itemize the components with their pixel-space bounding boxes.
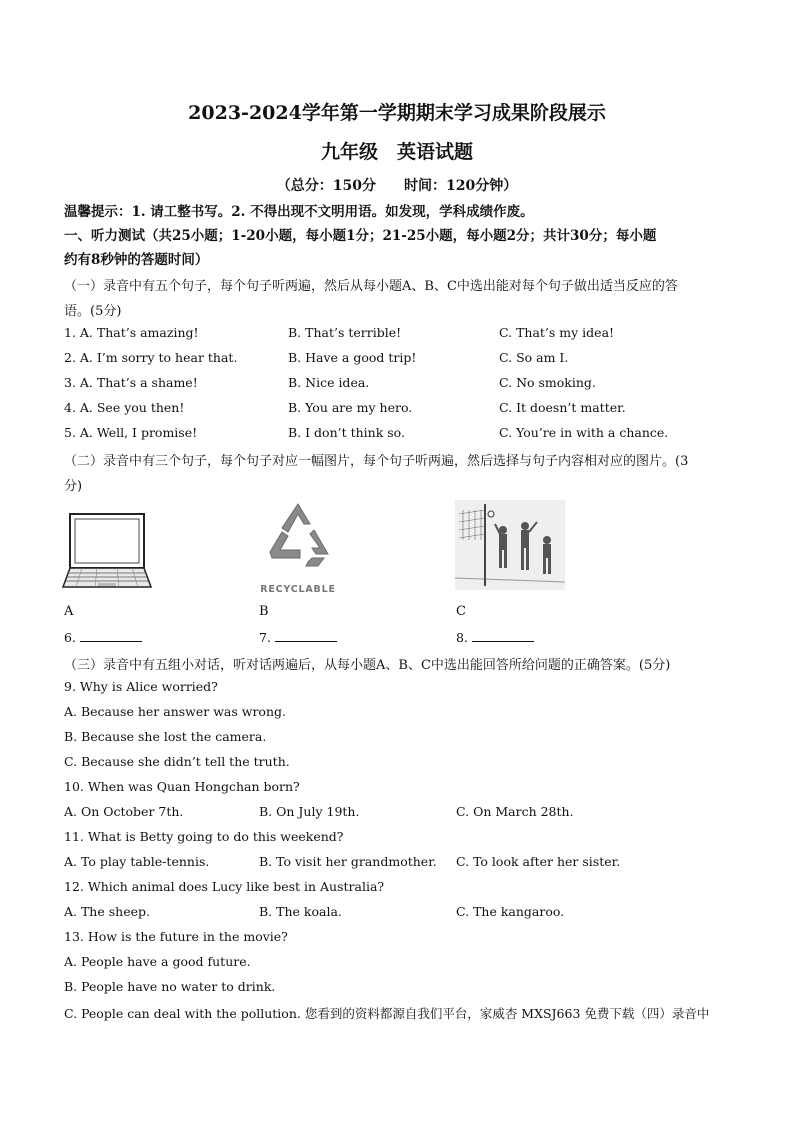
part1-instr-line2: 语。(5分) — [64, 304, 122, 319]
section1-title-line1: 一、听力测试（共25小题；1-20小题，每小题1分；21-25小题，每小题2分；共计30分；每小题 — [64, 228, 657, 244]
q1-option-b: B. That’s terrible! — [288, 325, 402, 340]
q11-option-b: B. To visit her grandmother. — [259, 854, 437, 869]
q4-option-c: C. It doesn’t matter. — [499, 400, 626, 415]
laptop-icon — [62, 510, 152, 592]
q1-option-a: 1. A. That’s amazing! — [64, 325, 199, 340]
q5-option-b: B. I don’t think so. — [288, 425, 405, 440]
q12-option-a: A. The sheep. — [64, 904, 150, 919]
q11-question: 11. What is Betty going to do this weekend? — [64, 829, 344, 844]
q10-question: 10. When was Quan Hongchan born? — [64, 779, 300, 794]
q3-option-c: C. No smoking. — [499, 375, 596, 390]
q12-question: 12. Which animal does Lucy like best in Australia? — [64, 879, 385, 894]
q13-option-a: A. People have a good future. — [64, 954, 251, 969]
q13-option-c: C. People can deal with the pollution. 您看到的资料都源自我们平台，家威杏 MXSJ663 免费下载（四）录音中 — [64, 1006, 710, 1021]
blank-7-line — [275, 629, 337, 642]
recycle-icon — [258, 500, 338, 596]
image-label-b: B — [259, 604, 269, 619]
exam-info: （总分：150分 时间：120分钟） — [276, 178, 518, 194]
blank-7-number: 7. — [259, 630, 271, 645]
q3-option-a: 3. A. That’s a shame! — [64, 375, 198, 390]
section1-title-line2: 约有8秒钟的答题时间） — [64, 252, 209, 268]
q10-option-a: A. On October 7th. — [64, 804, 184, 819]
q2-option-a: 2. A. I’m sorry to hear that. — [64, 350, 238, 365]
q9-question: 9. Why is Alice worried? — [64, 679, 218, 694]
answer-blank-7[interactable] — [259, 629, 337, 645]
part2-instr-line2: 分) — [64, 479, 83, 494]
part1-instr-line1: （一）录音中有五个句子，每个句子听两遍，然后从每小题A、B、C中选出能对每个句子做出适当反应的答 — [64, 279, 678, 294]
q9-option-a: A. Because her answer was wrong. — [64, 704, 286, 719]
q4-option-b: B. You are my hero. — [288, 400, 413, 415]
q11-option-a: A. To play table-tennis. — [64, 854, 210, 869]
q12-option-c: C. The kangaroo. — [456, 904, 565, 919]
recycle-caption: RECYCLABLE — [260, 584, 336, 595]
q9-option-c: C. Because she didn’t tell the truth. — [64, 754, 290, 769]
q9-option-b: B. Because she lost the camera. — [64, 729, 267, 744]
exam-title: 2023-2024学年第一学期期末学习成果阶段展示 — [188, 102, 606, 124]
exam-subtitle: 九年级 英语试题 — [320, 141, 473, 163]
blank-6-line — [80, 629, 142, 642]
q3-option-b: B. Nice idea. — [288, 375, 370, 390]
tips: 温馨提示：1. 请工整书写。2. 不得出现不文明用语。如发现，学科成绩作废。 — [64, 204, 534, 220]
q10-option-c: C. On March 28th. — [456, 804, 574, 819]
answer-blank-8[interactable] — [456, 629, 534, 645]
q5-option-a: 5. A. Well, I promise! — [64, 425, 198, 440]
q4-option-a: 4. A. See you then! — [64, 400, 185, 415]
blank-8-line — [472, 629, 534, 642]
image-label-a: A — [64, 604, 74, 619]
q2-option-b: B. Have a good trip! — [288, 350, 417, 365]
q5-option-c: C. You’re in with a chance. — [499, 425, 669, 440]
part3-instr: （三）录音中有五组小对话，听对话两遍后，从每小题A、B、C中选出能回答所给问题的正确答案。(5分) — [64, 658, 671, 673]
answer-blank-6[interactable] — [64, 629, 142, 645]
part2-instr-line1: （二）录音中有三个句子，每个句子对应一幅图片，每个句子听两遍，然后选择与句子内容相对应的图片。(3 — [64, 454, 689, 469]
q2-option-c: C. So am I. — [499, 350, 569, 365]
blank-6-number: 6. — [64, 630, 76, 645]
q1-option-c: C. That’s my idea! — [499, 325, 615, 340]
q13-question: 13. How is the future in the movie? — [64, 929, 288, 944]
q11-option-c: C. To look after her sister. — [456, 854, 621, 869]
q10-option-b: B. On July 19th. — [259, 804, 360, 819]
q13-option-b: B. People have no water to drink. — [64, 979, 276, 994]
image-label-c: C — [456, 604, 466, 619]
volleyball-icon — [455, 500, 565, 590]
q12-option-b: B. The koala. — [259, 904, 342, 919]
blank-8-number: 8. — [456, 630, 468, 645]
